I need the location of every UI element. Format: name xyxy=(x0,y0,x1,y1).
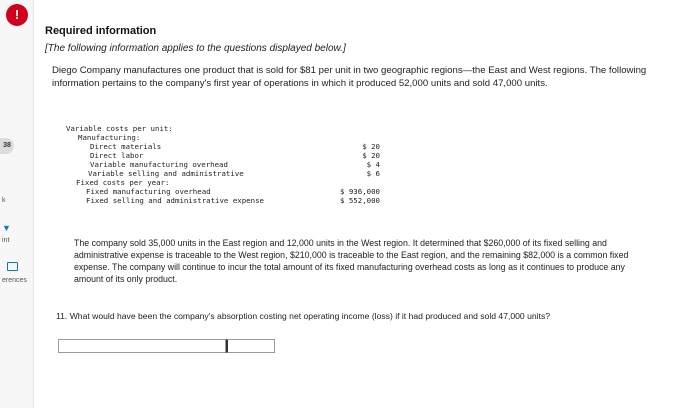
print-icon[interactable]: ▼ xyxy=(2,223,11,233)
direct-labor-label: Direct labor xyxy=(90,151,144,160)
question-number-tab[interactable]: 38 xyxy=(0,138,14,154)
cost-row xyxy=(66,133,386,142)
variable-selling-value: $ 6 xyxy=(366,169,380,178)
direct-materials-label: Direct materials xyxy=(90,142,162,151)
cost-row xyxy=(66,196,386,205)
fixed-overhead-value: $ 936,000 xyxy=(339,187,380,196)
cost-table xyxy=(66,124,386,205)
required-info-title: Required information xyxy=(45,25,157,37)
cost-row xyxy=(66,160,386,169)
variable-overhead-label: Variable manufacturing overhead xyxy=(90,160,228,169)
intro-paragraph: Diego Company manufactures one product that is sold for $81 per unit in two geographic regions—the East and West regions. The following information pertains to the company's first year of operations in which it produced 52,000 units and sold 47,000 units. xyxy=(52,65,647,89)
print-label[interactable]: int xyxy=(2,237,10,244)
cost-row xyxy=(66,187,386,196)
cost-row xyxy=(66,169,386,178)
applies-note: [The following information applies to the questions displayed below.] xyxy=(45,43,346,54)
scenario-paragraph: The company sold 35,000 units in the East region and 12,000 units in the West region. It determined that $260,000 of its fixed selling and administrative expense is traceable to the West region, $210,000 is traceable to the East region, and the remaining $82,000 is a common fixed expense. The company will continue to incur the total amount of its fixed manufacturing overhead costs as long as it continues to produce any amount of its only product. xyxy=(74,238,629,284)
fixed-selling-label: Fixed selling and administrative expense xyxy=(86,196,264,205)
answer-input[interactable] xyxy=(58,339,226,353)
direct-labor-value: $ 20 xyxy=(362,151,380,160)
references-icon[interactable] xyxy=(7,262,18,271)
alert-icon[interactable]: ! xyxy=(6,4,28,26)
cost-row xyxy=(66,178,386,187)
fixed-costs-heading: Fixed costs per year: xyxy=(76,178,170,187)
direct-materials-value: $ 20 xyxy=(362,142,380,151)
ask-label[interactable]: k xyxy=(2,197,6,204)
fixed-overhead-label: Fixed manufacturing overhead xyxy=(86,187,211,196)
answer-input-secondary[interactable] xyxy=(226,339,275,353)
variable-selling-label: Variable selling and administrative xyxy=(88,169,244,178)
fixed-selling-value: $ 552,000 xyxy=(339,196,380,205)
left-sidebar xyxy=(0,0,34,408)
references-label[interactable]: erences xyxy=(2,277,27,284)
cost-row xyxy=(66,151,386,160)
variable-overhead-value: $ 4 xyxy=(366,160,380,169)
manufacturing-heading: Manufacturing: xyxy=(78,133,141,142)
question-text: 11. What would have been the company's absorption costing net operating income (loss) if it had produced and sold 47,000 units? xyxy=(56,311,551,321)
variable-costs-heading: Variable costs per unit: xyxy=(66,124,173,133)
cost-row xyxy=(66,142,386,151)
cost-row xyxy=(66,124,386,133)
